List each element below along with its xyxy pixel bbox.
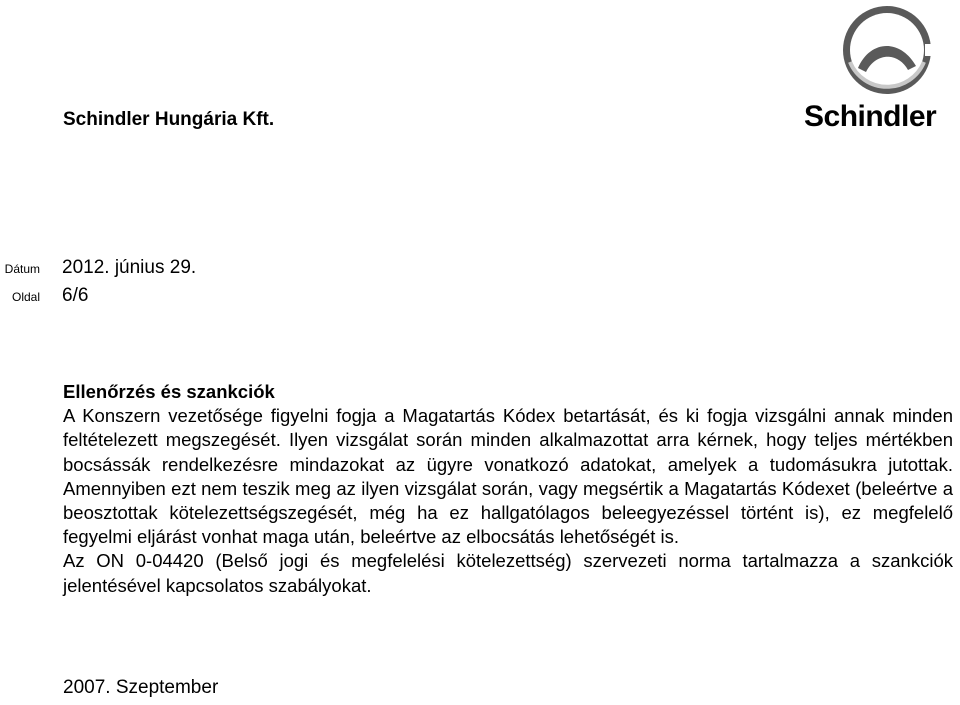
section-paragraph-2: Az ON 0-04420 (Belső jogi és megfelelési kötelezettség) szervezeti norma tartalmazza a szankciók jelentésével kapcsolatos szabályokat. <box>63 550 953 596</box>
page-value: 6/6 <box>62 285 89 306</box>
logo-wordmark: Schindler <box>804 100 937 133</box>
date-label: Dátum <box>4 262 40 276</box>
company-logo <box>800 0 960 140</box>
date-row <box>0 257 196 279</box>
section-body <box>63 380 953 598</box>
page-label: Oldal <box>11 290 40 304</box>
section-heading: Ellenőrzés és szankciók <box>63 381 275 402</box>
section-paragraph-1: A Konszern vezetősége figyelni fogja a Magatartás Kódex betartását, és ki fogja vizsgálni annak minden feltételezett megszegését. Ilyen vizsgálat során minden alkalmazottat arra kérnek, hogy teljes mértékben bocsássák rendelkezésre mindazokat az ügyre vonatkozó adatokat, amelyek a tudomásukra jutottak. Amennyiben ezt nem teszik meg az ilyen vizsgálat során, vagy megsértik a Magatartás Kódexet (beleértve a beosztottak kötelezettségszegését, még ha ez hallgatólagos beleegyezéssel történt is), ez megfelelő fegyelmi eljárást vonhat maga után, beleértve az elbocsátás lehetőségét is. <box>63 405 953 548</box>
page-row <box>0 285 88 307</box>
date-value: 2012. június 29. <box>62 257 197 278</box>
company-name: Schindler Hungária Kft. <box>63 109 275 130</box>
footer-date: 2007. Szeptember <box>63 677 219 698</box>
schindler-emblem-icon <box>800 0 960 100</box>
